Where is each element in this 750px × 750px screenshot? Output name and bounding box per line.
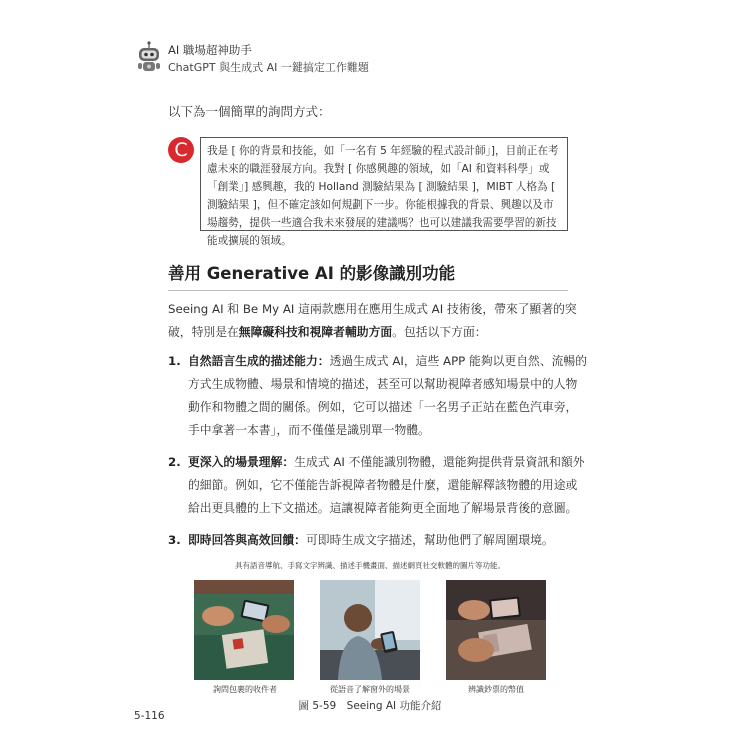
paragraph-text-before: Seeing AI 和 Be My AI 這兩款應用在應用生成式 AI 技術後，帶來了顯著的突破，特別是在 (168, 302, 577, 339)
list-lead: 即時回答與高效回饋： (188, 533, 306, 547)
list-number: 1. (168, 354, 181, 368)
list-text: 生成式 AI 不僅能識別物體，還能夠提供背景資訊和額外的細節。例如，它不僅能告訴視障者物體是什麼，還能解釋該物體的用途或給出更具體的上下文描述。這讓視障者能夠更全面地了解場景背後的意圖。 (188, 455, 585, 515)
paragraph-text-after: 。包括以下方面： (392, 325, 487, 339)
chatgpt-c-icon: C (168, 137, 194, 163)
list-number: 3. (168, 533, 181, 547)
paragraph-bold: 無障礙科技和視障者輔助方面 (238, 325, 393, 339)
prompt-example-box (200, 137, 568, 247)
list-lead: 更深入的場景理解： (188, 455, 295, 469)
feature-list (168, 350, 588, 561)
caption-package: 詢問包裹的收件者 (213, 685, 277, 694)
list-lead: 自然語言生成的描述能力： (188, 354, 330, 368)
list-item (168, 529, 588, 552)
photo-car-scene (320, 580, 420, 680)
list-item (168, 350, 588, 442)
page-number: 5-116 (134, 710, 165, 722)
list-text: 透過生成式 AI，這些 APP 能夠以更自然、流暢的方式生成物體、場景和情境的描述，甚至可以幫助視障者感知場景中的人物動作和物體之間的關係。例如，它可以描述「一名男子正站在藍色汽車旁，手中拿著一本書」，而不僅僅是識別單一物體。 (188, 354, 588, 437)
figure-5-59 (190, 556, 550, 726)
running-header (136, 38, 436, 78)
list-text: 可即時生成文字描述，幫助他們了解周圍環境。 (305, 533, 554, 547)
book-title: AI 職場超神助手 (168, 43, 252, 57)
figure-intro-text: 具有語音導航、手寫文字辨識、描述手機畫面、描述網頁社交軟體的圖片等功能。 (235, 561, 505, 570)
caption-car: 從語音了解窗外的場景 (330, 685, 410, 694)
robot-icon (136, 40, 162, 74)
intro-text: 以下為一個簡單的詢問方式： (168, 104, 331, 119)
list-item (168, 451, 588, 520)
list-number: 2. (168, 455, 181, 469)
book-subtitle: ChatGPT 與生成式 AI 一鍵搞定工作難題 (168, 61, 369, 74)
section-heading: 善用 Generative AI 的影像識別功能 (168, 260, 568, 291)
photo-currency (446, 580, 546, 680)
body-paragraph (168, 298, 586, 344)
photo-package-scan (194, 580, 294, 680)
prompt-text: 我是 [ 你的背景和技能，如「一名有 5 年經驗的程式設計師」]，目前正在考慮未來的職涯發展方向。我對 [ 你感興趣的領域，如「AI 和資料科學」或「創業」] 感興趣，我的 Holland 測驗結果為 [ 測驗結果 ]，MIBT 人格為 [ 測驗結果 ]，但不確定該如何規劃下一步。你能根據我的背景、興趣以及市場趨勢，提供一些適合我未來發展的建議嗎？也可以建議我需要學習的新技能或擴展的領域。 (207, 145, 559, 247)
figure-caption: 圖 5-59 Seeing AI 功能介紹 (298, 700, 442, 712)
caption-currency: 辨識鈔票的幣值 (468, 685, 524, 694)
